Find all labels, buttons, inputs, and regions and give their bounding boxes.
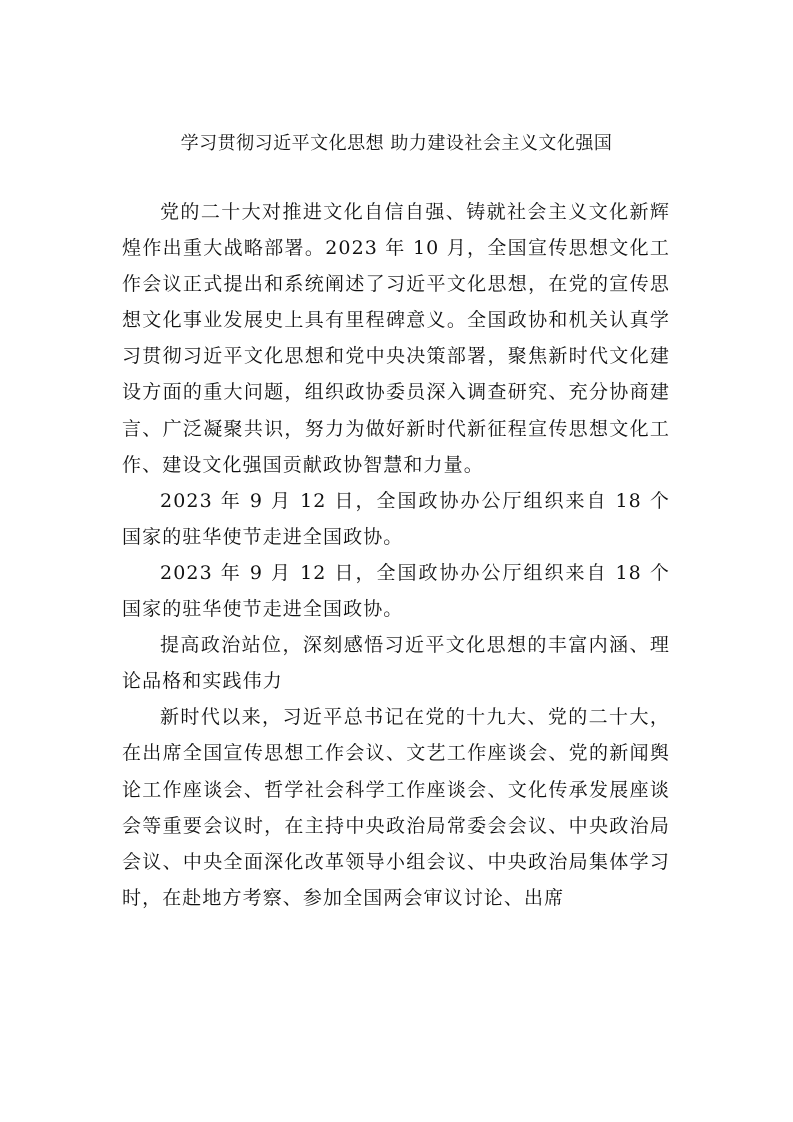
paragraph: 2023 年 9 月 12 日，全国政协办公厅组织来自 18 个国家的驻华使节走进全国政协。 — [122, 489, 670, 548]
document-body — [122, 194, 670, 916]
document-title: 学习贯彻习近平文化思想 助力建设社会主义文化强国 — [180, 133, 613, 154]
section-heading-paragraph: 提高政治站位，深刻感悟习近平文化思想的丰富内涵、理论品格和实践伟力 — [122, 634, 670, 693]
paragraph: 新时代以来，习近平总书记在党的十九大、党的二十大，在出席全国宣传思想工作会议、文艺工作座谈会、党的新闻舆论工作座谈会、哲学社会科学工作座谈会、文化传承发展座谈会等重要会议时，在主持中央政治局常委会会议、中央政治局会议、中央全面深化改革领导小组会议、中央政治局集体学习时，在赴地方考察、参加全国两会审议讨论、出席 — [122, 706, 670, 909]
paragraph: 2023 年 9 月 12 日，全国政协办公厅组织来自 18 个国家的驻华使节走进全国政协。 — [122, 561, 670, 621]
paragraph: 党的二十大对推进文化自信自强、铸就社会主义文化新辉煌作出重大战略部署。2023 年 10 月，全国宣传思想文化工作会议正式提出和系统阐述了习近平文化思想，在党的宣传思想文化事业发展史上具有里程碑意义。全国政协和机关认真学习贯彻习近平文化思想和党中央决策部署，聚焦新时代文化建设方面的重大问题，组织政协委员深入调查研究、充分协商建言、广泛凝聚共识，努力为做好新时代新征程宣传思想文化工作、建设文化强国贡献政协智慧和力量。 — [122, 201, 670, 476]
